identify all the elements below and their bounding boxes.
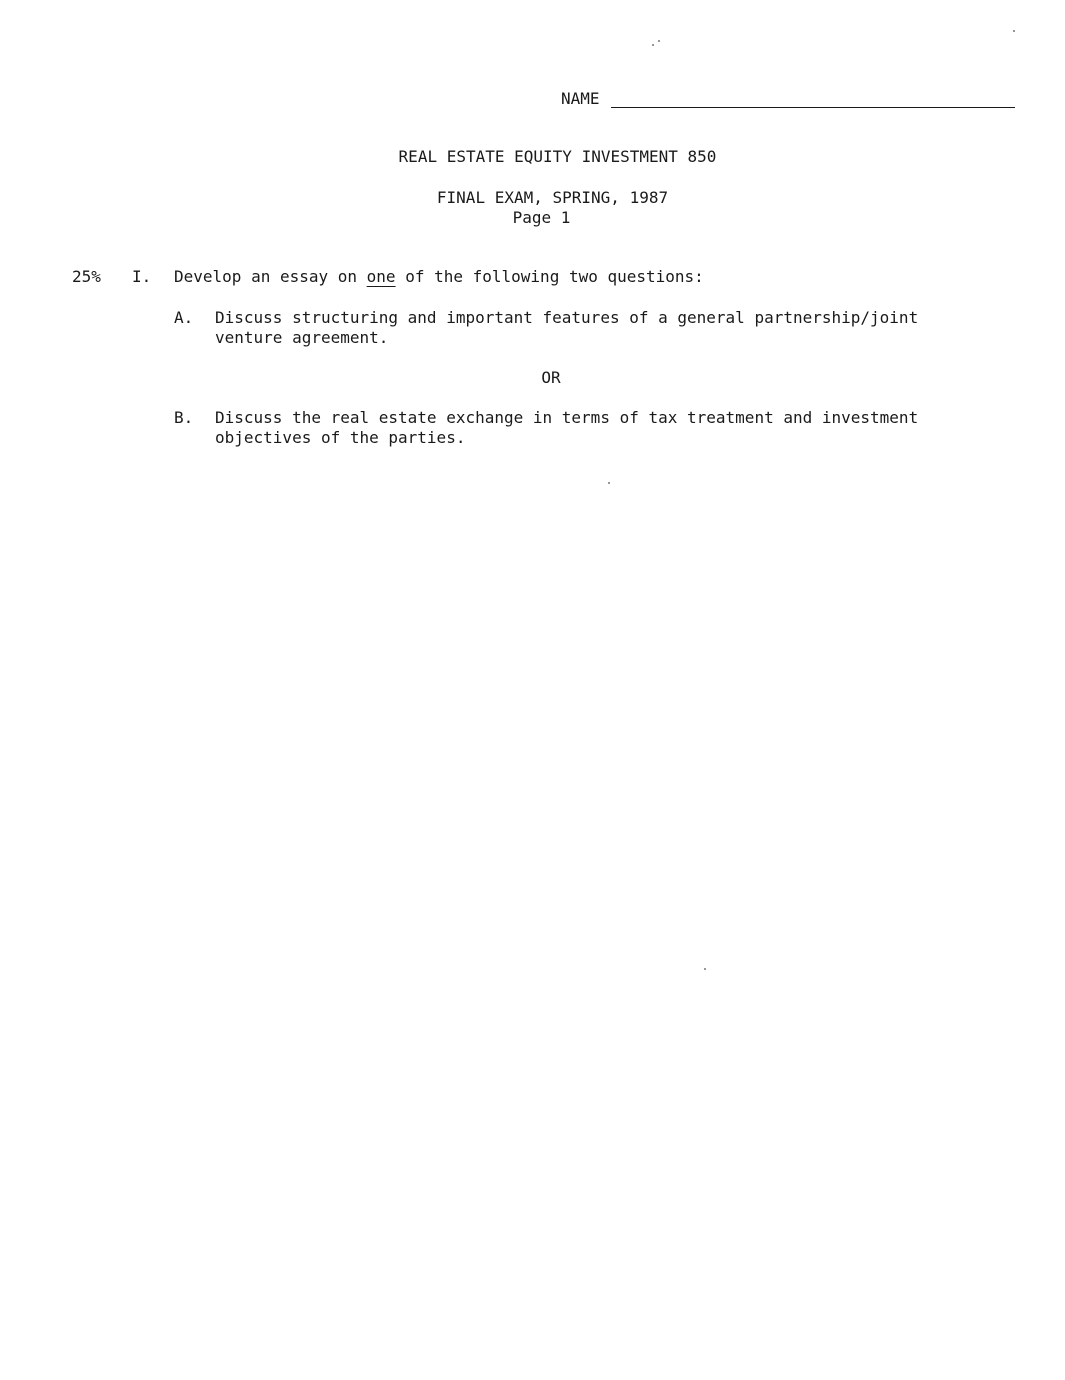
option-a-text: Discuss structuring and important features of a general partnership/joint venture agreement. bbox=[215, 308, 919, 347]
or-separator: OR bbox=[541, 368, 561, 387]
scan-speck bbox=[652, 44, 654, 46]
scan-speck bbox=[1013, 30, 1015, 32]
scan-speck bbox=[704, 968, 706, 970]
question-number: I. bbox=[132, 267, 152, 286]
question-text-after: of the following two questions: bbox=[395, 267, 704, 286]
question-text-emphasis: one bbox=[366, 267, 396, 286]
course-title: REAL ESTATE EQUITY INVESTMENT 850 bbox=[398, 147, 717, 166]
scan-speck bbox=[658, 40, 660, 42]
option-b-text: Discuss the real estate exchange in terms of tax treatment and investment objectives of the parties. bbox=[215, 408, 919, 447]
option-a-letter: A. bbox=[174, 308, 194, 327]
question-weight: 25% bbox=[72, 267, 101, 286]
question-text bbox=[174, 267, 704, 286]
option-b-letter: B. bbox=[174, 408, 194, 427]
scan-speck bbox=[608, 482, 610, 484]
question-text-before: Develop an essay on bbox=[174, 267, 367, 286]
name-label: NAME bbox=[561, 89, 600, 108]
exam-title: FINAL EXAM, SPRING, 1987 bbox=[436, 188, 669, 207]
page-number: Page 1 bbox=[512, 208, 571, 227]
name-blank-line bbox=[611, 107, 1015, 108]
